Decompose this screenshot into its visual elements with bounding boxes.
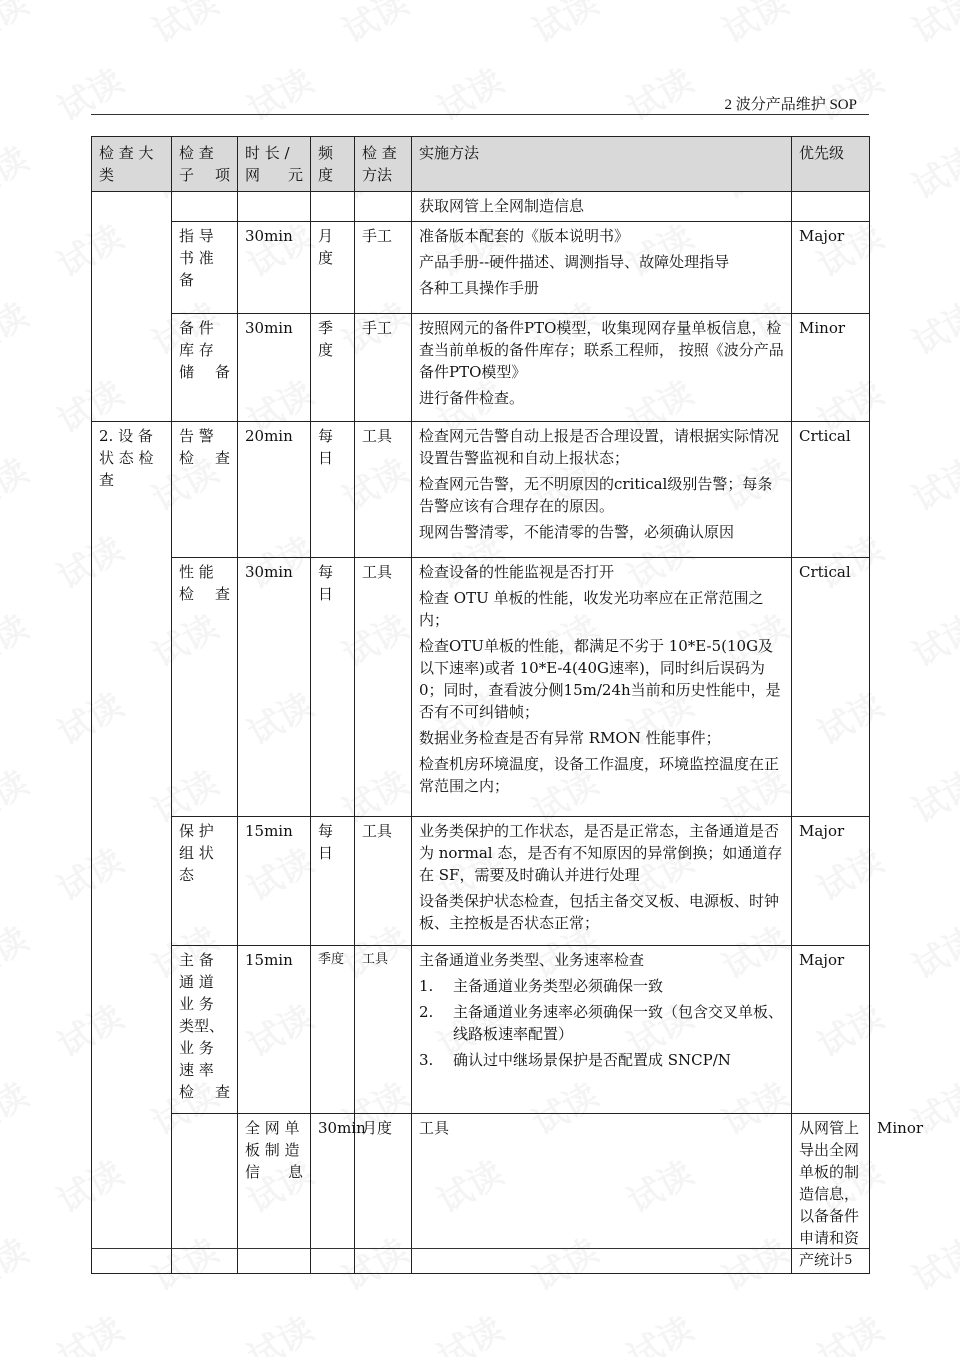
method-cell [792, 1114, 870, 1274]
method-line: 检查设备的性能监视是否打开 [419, 563, 615, 581]
sub-item-cell: 告 警 检查 [172, 422, 238, 558]
list-number: 3. [419, 1051, 434, 1069]
priority-cell: Major [792, 946, 870, 1114]
table-row [92, 314, 870, 422]
category-cell-empty [172, 1114, 238, 1274]
watermark-text [902, 756, 960, 832]
method-list-item [419, 1049, 784, 1071]
priority-cell: Major [792, 222, 870, 314]
method-line: 按照网元的备件PTO模型，收集现网存量单板信息，检查当前单板的备件库存；联系工程师， 按照《波分产品备件PTO模型》 [419, 319, 784, 381]
method-cell [412, 817, 792, 946]
watermark-text [47, 1302, 130, 1357]
method-line: 各种工具操作手册 [419, 279, 540, 297]
method-cell [412, 946, 792, 1114]
method-cell [412, 222, 792, 314]
header-category: 检 查 大 类 [92, 137, 172, 192]
duration-cell: 30min [311, 1114, 355, 1274]
list-number: 1. [419, 977, 434, 995]
tool-cell: 工具 [355, 558, 412, 817]
method-line: 现网告警清零，不能清零的告警，必须确认原因 [419, 523, 735, 541]
sub-item-cell: 备 件 库 存 储备 [172, 314, 238, 422]
table-row [92, 558, 870, 817]
watermark-text [0, 444, 36, 520]
header-priority: 优先级 [792, 137, 870, 192]
frequency-cell: 季度 [311, 946, 355, 1114]
method-cell [412, 192, 792, 222]
watermark-text [237, 1302, 320, 1357]
watermark-text [237, 54, 320, 130]
frequency-cell: 季度 [311, 314, 355, 422]
list-number: 2. [419, 1003, 434, 1021]
priority-cell: Major [792, 817, 870, 946]
method-title: 主备通道业务类型、业务速率检查 [419, 951, 645, 969]
method-line: 从网管上导出全网单板的制造信息，以备备件申请和资产统计 [799, 1119, 860, 1269]
sub-item-cell: 性 能 检查 [172, 558, 238, 817]
page-header-title: 2 波分产品维护 SOP [724, 97, 857, 113]
watermark-text [902, 1224, 960, 1300]
header-duration: 时 长 / 网元 [238, 137, 311, 192]
method-cell [412, 314, 792, 422]
sop-check-table [91, 136, 924, 1274]
watermark-text [0, 288, 36, 364]
method-line: 检查 OTU 单板的性能，收发光功率应在正常范围之内； [419, 589, 764, 629]
list-text: 主备通道业务类型必须确保一致 [453, 977, 664, 995]
priority-cell [792, 192, 870, 222]
watermark-text [0, 912, 36, 988]
method-line: 设备类保护状态检查，包括主备交叉板、电源板、时钟板、主控板是否状态正常； [419, 892, 780, 932]
watermark-text [522, 0, 605, 53]
watermark-text [712, 0, 795, 53]
method-line: 检查机房环境温度，设备工作温度，环境监控温度在正常范围之内； [419, 755, 780, 795]
category-cell-continued [92, 192, 172, 422]
method-line: 检查网元告警自动上报是否合理设置，请根据实际情况设置告警监视和自动上报状态； [419, 427, 780, 467]
table-row [92, 192, 870, 222]
watermark-text [427, 54, 510, 130]
watermark-text [902, 600, 960, 676]
tool-cell: 工具 [355, 422, 412, 558]
watermark-text [427, 1302, 510, 1357]
frequency-cell: 每日 [311, 817, 355, 946]
duration-cell: 30min [238, 558, 311, 817]
frequency-cell [311, 192, 355, 222]
tool-cell: 工具 [355, 946, 412, 1114]
table-row [92, 222, 870, 314]
duration-cell: 30min [238, 314, 311, 422]
method-cell [412, 558, 792, 817]
frequency-cell: 每日 [311, 422, 355, 558]
table-row: 全 网 单 板 制 造 信 息 30min 月度 工具 从网管上导出全网单板的制造信息，以备备件申请和资产统计 Minor [92, 1114, 870, 1274]
duration-cell [238, 192, 311, 222]
watermark-text [807, 1302, 890, 1357]
list-text: 确认过中继场景保护是否配置成 SNCP/N [453, 1051, 731, 1069]
method-line: 数据业务检查是否有异常 RMON 性能事件； [419, 729, 721, 747]
table-row [92, 946, 870, 1114]
watermark-text [0, 1224, 36, 1300]
priority-cell: Crtical [792, 558, 870, 817]
duration-cell: 20min [238, 422, 311, 558]
sub-item-cell: 全 网 单 板 制 造 信 息 [238, 1114, 311, 1274]
page-number: 5 [844, 1252, 852, 1268]
watermark-text [902, 132, 960, 208]
method-line: 获取网管上全网制造信息 [419, 197, 585, 215]
table-header-row [92, 137, 870, 192]
method-list-item [419, 975, 784, 997]
priority-cell: Minor [792, 314, 870, 422]
watermark-text [0, 0, 36, 53]
method-line: 准备版本配套的《版本说明书》 [419, 227, 630, 245]
sub-item-cell: 指 导 书 准 备 [172, 222, 238, 314]
sub-item-cell: 主 备 通 道 业 务 类型、业 务 速 率 检查 [172, 946, 238, 1114]
watermark-text [47, 54, 130, 130]
table-row [92, 817, 870, 946]
watermark-text [0, 132, 36, 208]
tool-cell: 工具 [412, 1114, 792, 1274]
method-cell [412, 422, 792, 558]
watermark-text [902, 0, 960, 53]
watermark-text [617, 1302, 700, 1357]
tool-cell [355, 192, 412, 222]
watermark-text [332, 0, 415, 53]
tool-cell: 手工 [355, 222, 412, 314]
table-row [92, 422, 870, 558]
header-check-method: 检 查 方法 [355, 137, 412, 192]
watermark-text [902, 912, 960, 988]
method-list-item [419, 1001, 784, 1045]
frequency-cell: 月度 [311, 222, 355, 314]
watermark-text [902, 444, 960, 520]
frequency-cell: 每日 [311, 558, 355, 817]
duration-cell: 30min [238, 222, 311, 314]
sub-item-cell: 保 护 组 状 态 [172, 817, 238, 946]
watermark-text [0, 1068, 36, 1144]
frequency-cell: 月度 [355, 1114, 412, 1274]
sub-item-cell [172, 192, 238, 222]
method-line: 业务类保护的工作状态，是否是正常态，主备通道是否为 normal 态，是否有不知原因的异常倒换；如通道存在 SF，需要及时确认并进行处理 [419, 822, 783, 884]
category-cell: 2. 设 备 状 态 检 查 [92, 422, 172, 1274]
watermark-text [0, 756, 36, 832]
method-line: 进行备件检查。 [419, 389, 525, 407]
header-sub-item: 检 查 子项 [172, 137, 238, 192]
header-implementation: 实施方法 [412, 137, 792, 192]
duration-cell: 15min [238, 817, 311, 946]
watermark-text [902, 288, 960, 364]
watermark-text [617, 54, 700, 130]
tool-cell: 手工 [355, 314, 412, 422]
header-rule [91, 114, 869, 115]
method-line: 检查网元告警，无不明原因的critical级别告警；每条告警应该有合理存在的原因。 [419, 475, 773, 515]
duration-cell: 15min [238, 946, 311, 1114]
method-line: 检查OTU单板的性能，都满足不劣于 10*E-5(10G及以下速率)或者 10*E-4(40G速率)，同时纠后误码为0；同时，查看波分侧15m/24h当前和历史性能中，是否有不可纠错帧； [419, 637, 781, 721]
watermark-text [0, 600, 36, 676]
header-frequency: 频 度 [311, 137, 355, 192]
footer-rule [91, 1248, 869, 1249]
watermark-text [142, 0, 225, 53]
list-text: 主备通道业务速率必须确保一致（包含交叉单板、线路板速率配置） [453, 1003, 784, 1043]
method-line: 产品手册--硬件描述、调测指导、故障处理指导 [419, 253, 730, 271]
priority-cell: Crtical [792, 422, 870, 558]
tool-cell: 工具 [355, 817, 412, 946]
